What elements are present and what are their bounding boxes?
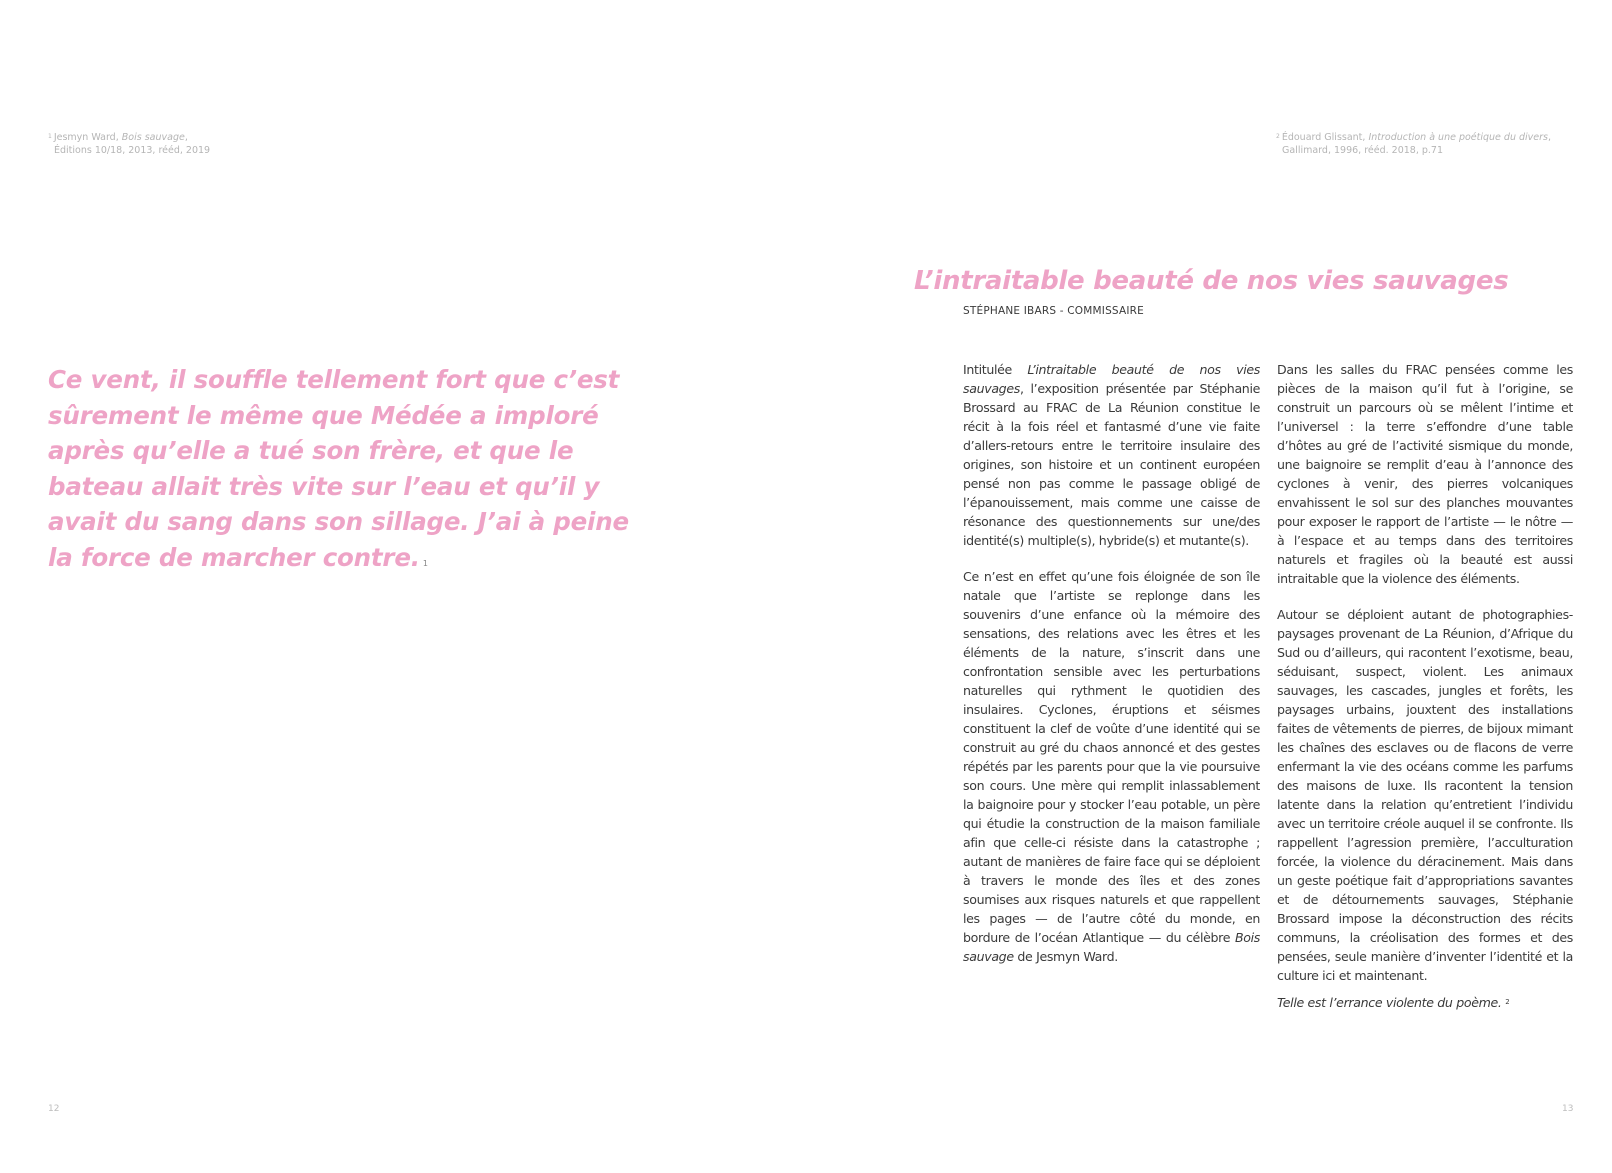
footnote-1 bbox=[48, 131, 288, 157]
closing-text: Telle est l’errance violente du poème. bbox=[1277, 995, 1502, 1010]
paragraph: Autour se déploient autant de photographies-paysages provenant de La Réunion, d’Afrique du Sud ou d’ailleurs, qui racontent l’exotisme, beau, séduisant, suspect, violent. Les animaux sauvages, les cascades, jungles et forêts, les paysages urbains, jouxtent des installations faites de vêtements de pierres, de bijoux mimant les chaînes des esclaves ou de flacons de verre enfermant la vie des océans comme les parfums des maisons de luxe. Ils racontent la tension latente dans la relation qu’entretient l’individu avec un territoire créole auquel il se confronte. Ils rappellent l’agression première, l’acculturation forcée, la violence du déracinement. Mais dans un geste poétique fait d’appropriations savantes et de détournements sauvages, Stéphanie Brossard impose la déconstruction des récits communs, la créolisation des formes et des pensées, seule manière d’inventer l’identité et la culture ici et maintenant. bbox=[1277, 607, 1573, 983]
footnote-title: Introduction à une poétique du divers bbox=[1368, 132, 1548, 143]
footnote-publisher: Éditions 10/18, 2013, rééd, 2019 bbox=[54, 145, 211, 156]
footnote-punct: , bbox=[184, 132, 188, 143]
text-run: Ce n’est en effet qu’une fois éloignée de son île natale que l’artiste se replonge dans les souvenirs d’une enfance où la mémoire des sensations, des relations avec les êtres et les éléments de la nature, s’inscrit dans une confrontation sensible avec les perturbations naturelles qui rythment le quotidien des insulaires. Cyclones, éruptions et séismes constituent la clef de voûte d’une identité qui se construit au gré du chaos annoncé et des gestes répétés par les parents pour que la vie poursuive son cours. Une mère qui remplit inlassablement la baignoire pour y stocker l’eau potable, un père qui étudie la construction de la maison familiale afin que celle-ci résiste dans la catastrophe ; autant de manières de faire face qui se déploient à travers le monde des îles et des zones soumises aux risques naturels et que rappellent les pages — de l’autre côté du monde, en bordure de l’océan Atlantique — du célèbre bbox=[963, 569, 1260, 945]
closing-footnote-marker: 2 bbox=[1505, 998, 1510, 1006]
footnote-author: Jesmyn Ward, bbox=[53, 132, 122, 143]
paragraph: Dans les salles du FRAC pensées comme les pièces de la maison qu’il fut à l’origine, se construit un parcours où se mêlent l’intime et l’universel : la terre s’effondre d’une table d’hôtes au gré de l’activité sismique du monde, une baignoire se remplit d’eau à l’annonce des cyclones à venir, des pierres volcaniques envahissent le sol sur des planches mouvantes pour exposer le rapport de l’artiste — le nôtre — à l’espace et au temps dans des territoires naturels et fragiles où la beauté est aussi intraitable que la violence des éléments. bbox=[1277, 362, 1573, 586]
text-run: Intitulée bbox=[963, 362, 1028, 377]
text-column-left bbox=[963, 360, 1260, 983]
page-number-left: 12 bbox=[48, 1104, 60, 1114]
text-run: de Jesmyn Ward. bbox=[1013, 949, 1118, 964]
article-title: L’intraitable beauté de nos vies sauvages bbox=[914, 266, 1509, 296]
text-run: , l’exposition présentée par Stéphanie Brossard au FRAC de La Réunion constitue le récit à la fois réel et fantasmé d’une vie faite d’allers-retours entre le territoire insulaire des origines, son histoire et un continent européen pensé non pas comme le passage obligé de l’épanouissement, mais comme une caisse de résonance des questionnements sur une/des identité(s) multiple(s), hybride(s) et mutante(s). bbox=[963, 381, 1260, 548]
exhibition-title: L’intraitable beauté de nos vies sauvages bbox=[963, 362, 1260, 396]
pull-quote-footnote-marker: 1 bbox=[422, 558, 428, 568]
text-column-right bbox=[1277, 360, 1573, 1029]
closing-line bbox=[1277, 993, 1573, 1012]
footnote-2 bbox=[1276, 131, 1596, 157]
book-title: Bois sauvage bbox=[963, 930, 1260, 964]
footnote-punct: , bbox=[1548, 132, 1552, 143]
pull-quote bbox=[48, 362, 648, 581]
footnote-title: Bois sauvage bbox=[121, 132, 185, 143]
paragraph bbox=[963, 567, 1260, 966]
footnote-marker: 2 bbox=[1276, 133, 1280, 140]
page-number-right: 13 bbox=[1562, 1104, 1574, 1114]
footnote-publisher: Gallimard, 1996, rééd. 2018, p.71 bbox=[1282, 145, 1444, 156]
footnote-marker: 1 bbox=[48, 133, 52, 140]
pull-quote-text: Ce vent, il souffle tellement fort que c’est sûrement le même que Médée a imploré après qu’elle a tué son frère, et que le bateau allait très vite sur l’eau et qu’il y avait du sang dans son sillage. J’ai à peine la force de marcher contre. bbox=[48, 365, 629, 572]
article-byline: STÉPHANE IBARS - COMMISSAIRE bbox=[963, 305, 1145, 317]
paragraph bbox=[963, 360, 1260, 550]
footnote-author: Édouard Glissant, bbox=[1281, 132, 1369, 143]
